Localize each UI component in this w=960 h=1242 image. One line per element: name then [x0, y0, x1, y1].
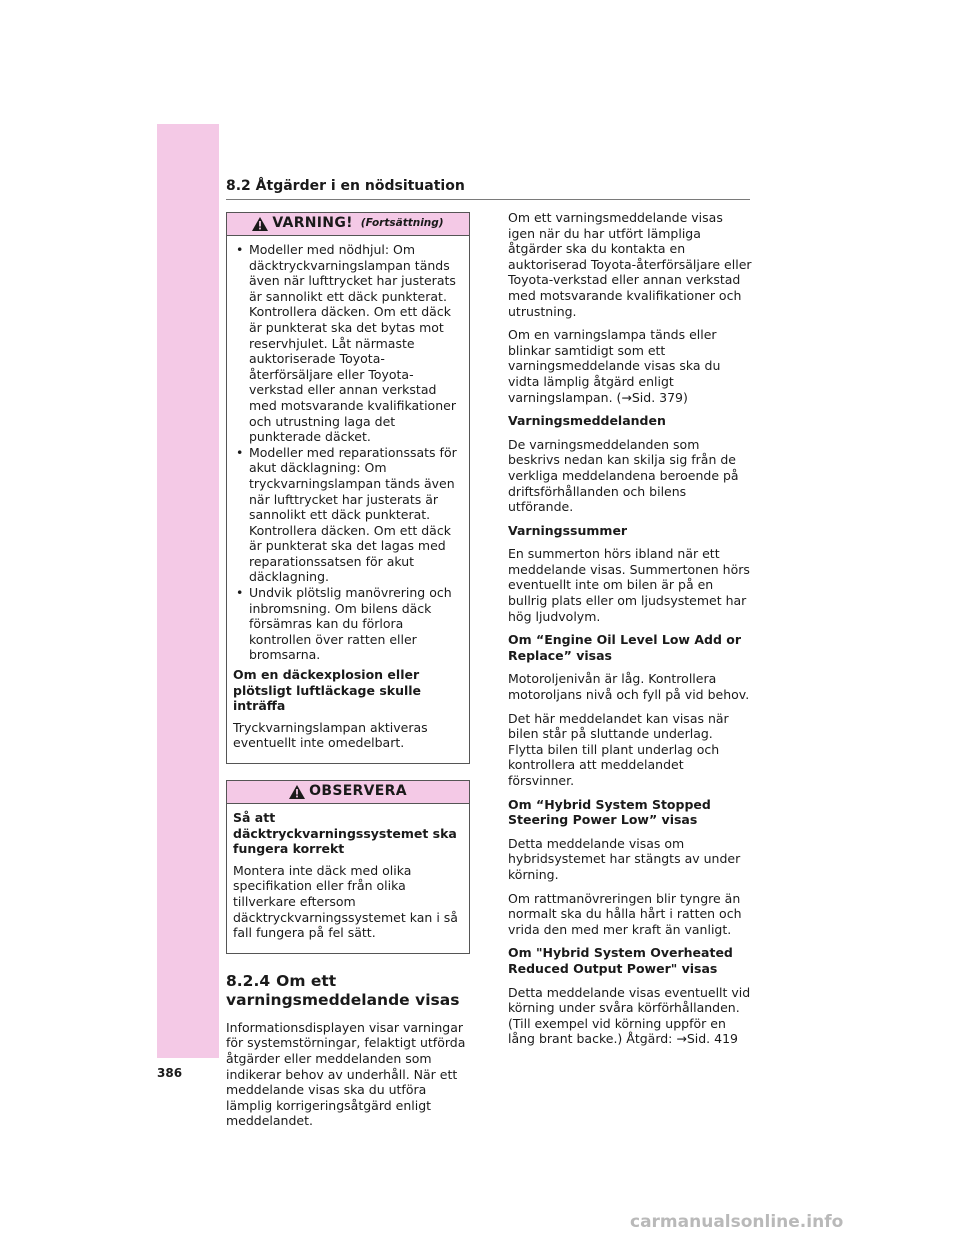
warning-triangle-icon: [289, 785, 305, 799]
subsection-number: 8.2.4: [226, 971, 271, 990]
warning-bullet: • Modeller med reparationssats för akut däcklagning: Om tryckvarningslampan tänds även när lufttrycket har justerats är sannolikt ett däck punkterat. Kontrollera däcken. Om ett däck är punkterat ska det lagas med reparationssatsen för akut däcklagning.: [233, 445, 463, 585]
paragraph: En summerton hörs ibland när ett meddelande visas. Summertonen hörs eventuellt inte om bilen är på en bullrig plats eller om ljudsystemet har hög ljudvolym.: [508, 546, 750, 624]
notice-box-body: [227, 804, 469, 953]
paragraph-heading: Varningsmeddelanden: [508, 413, 666, 429]
section-divider: [226, 199, 750, 200]
warning-bullet: • Modeller med nödhjul: Om däcktryckvarningslampan tänds även när lufttrycket har justerats är sannolikt ett däck punkterat. Kontrollera däcken. Om ett däck är punkterat ska det bytas mot reservhjulet. Låt närmaste auktoriserade Toyota-återförsäljare eller Toyota-verkstad eller annan verkstad med motsvarande kvalifikationer och utrustning laga det punkterade däcket.: [233, 242, 463, 445]
paragraph: Om en varningslampa tänds eller blinkar samtidigt som ett varningsmeddelande visas ska du vidta lämplig åtgärd enligt varningslampan. (→Sid. 379): [508, 327, 721, 405]
paragraph: Om ett varningsmeddelande visas igen när du har utfört lämpliga åtgärder ska du kontakta en auktoriserad Toyota-återförsäljare eller Toyota-verkstad eller annan verkstad med motsvarande kvalifikationer och utrustning.: [508, 210, 752, 319]
warning-box-body: [227, 236, 469, 763]
paragraph: De varningsmeddelanden som beskrivs nedan kan skilja sig från de verkliga meddelandena beroende på driftsförhållanden och bilens utförande.: [508, 436, 739, 515]
paragraph-heading: Om "Hybrid System Overheated Reduced Output Power" visas: [508, 945, 733, 976]
warning-box-title: VARNING!: [272, 215, 353, 232]
watermark: carmanualsonline.info: [630, 1212, 844, 1232]
paragraph: Motoroljenivån är låg. Kontrollera motoroljans nivå och fyll på vid behov.: [508, 671, 750, 703]
paragraph: Det här meddelandet kan visas när bilen står på sluttande underlag. Flytta bilen till plant underlag och kontrollera att meddelandet försvinner.: [508, 710, 729, 788]
notice-box: [226, 780, 470, 954]
right-column: [508, 210, 752, 1055]
notice-box-heading: Så att däcktryckvarningssystemet ska fungera korrekt: [233, 810, 457, 857]
paragraph: Detta meddelande visas eventuellt vid körning under svåra körförhållanden. (Till exempel vid körning uppför en lång brant backe.) Åtgärd: →Sid. 419: [508, 984, 751, 1047]
paragraph-heading: Varningssummer: [508, 522, 628, 538]
paragraph-heading: Om “Hybrid System Stopped Steering Power Low” visas: [508, 796, 711, 828]
page-number: 386: [157, 1066, 183, 1080]
subsection-title: Om ett varningsmeddelande visas: [226, 971, 460, 1009]
paragraph-heading: Om “Engine Oil Level Low Add or Replace” visas: [508, 632, 741, 663]
subsection-heading: [226, 972, 470, 1010]
notice-box-title: OBSERVERA: [309, 783, 407, 800]
warning-box-text: Tryckvarningslampan aktiveras eventuellt inte omedelbart.: [233, 719, 428, 751]
warning-triangle-icon: [252, 217, 268, 231]
warning-box: [226, 212, 470, 764]
warning-box-heading: Om en däckexplosion eller plötsligt luftläckage skulle inträffa: [233, 667, 422, 714]
section-title: 8.2 Åtgärder i en nödsituation: [226, 178, 465, 194]
paragraph: Detta meddelande visas om hybridsystemet har stängts av under körning.: [508, 835, 741, 882]
subsection-text: Informationsdisplayen visar varningar för systemstörningar, felaktigt utförda åtgärder eller meddelanden som indikerar behov av underhåll. När ett meddelande visas ska du utföra lämplig korrigeringsåtgärd enligt meddelandet.: [226, 1019, 466, 1129]
left-column: [226, 212, 470, 1137]
paragraph: Om rattmanövreringen blir tyngre än normalt ska du hålla hårt i ratten och vrida den med mer kraft än vanligt.: [508, 890, 742, 937]
warning-bullet: • Undvik plötslig manövrering och inbromsning. Om bilens däck försämras kan du förlora kontrollen över ratten eller bromsarna.: [233, 585, 463, 663]
warning-box-header: [227, 212, 469, 236]
warning-bullet-list: [233, 242, 463, 663]
warning-box-subtitle: (Fortsättning): [360, 217, 444, 230]
notice-box-text: Montera inte däck med olika specifikation eller från olika tillverkare eftersom däcktryckvarningssystemet kan i så fall fungera på fel sätt.: [233, 862, 458, 941]
chapter-sidebar-tab: [157, 124, 219, 1058]
notice-box-header: [227, 780, 469, 804]
